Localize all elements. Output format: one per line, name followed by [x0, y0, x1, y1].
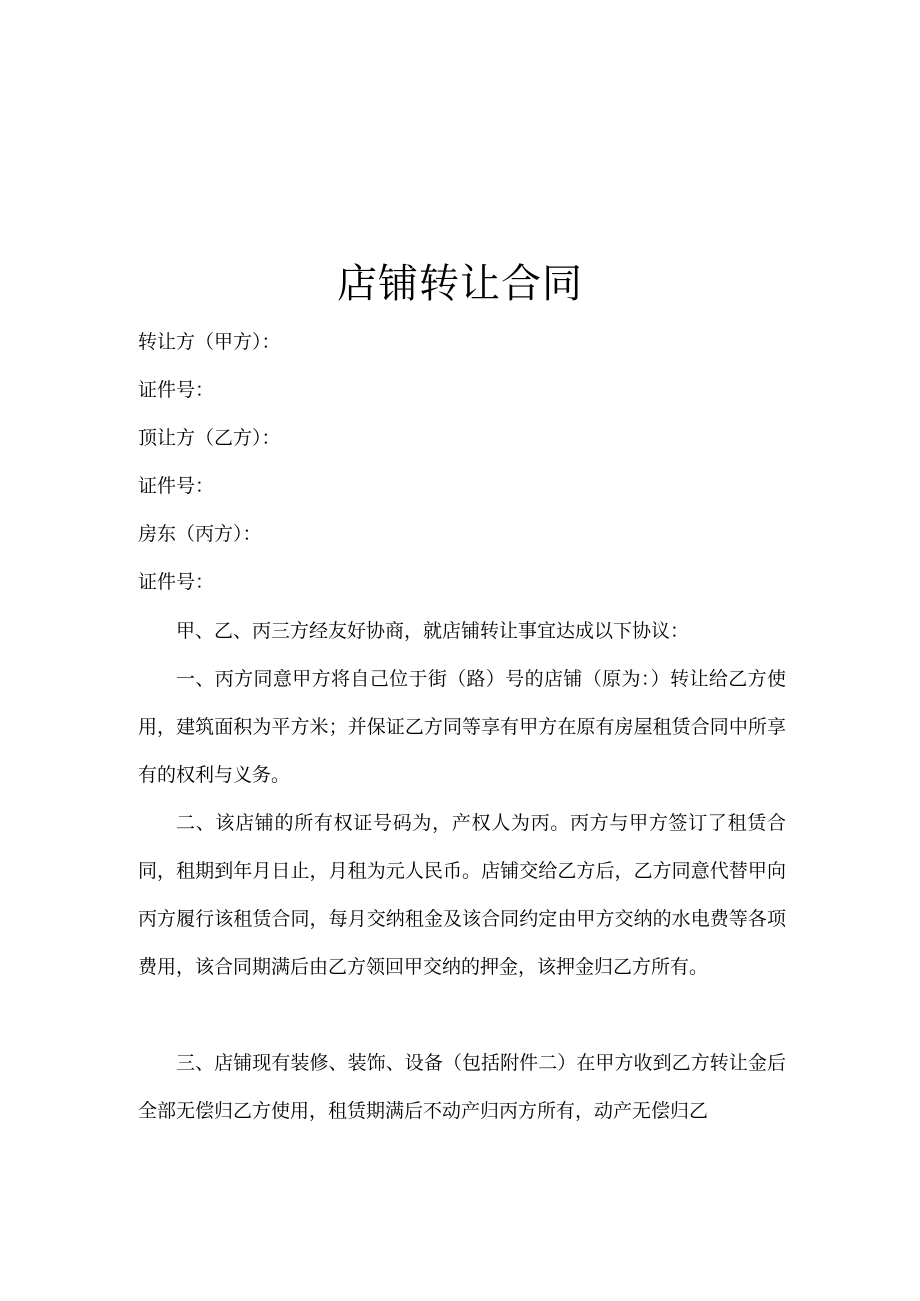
- landlord-label: 房东（丙方）：: [138, 523, 262, 545]
- document-title: 店铺转让合同: [337, 261, 583, 307]
- clause-1-paragraph: 一、丙方同意甲方将自己位于街（路）号的店铺（原为：）转让给乙方使用，建筑面积为平方米；并保证乙方同等享有甲方在原有房屋租赁合同中所享有的权利与义务。: [138, 668, 786, 786]
- clause-2-paragraph: 二、该店铺的所有权证号码为，产权人为丙。丙方与甲方签订了租赁合同，租期到年月日止，月租为元人民币。店铺交给乙方后，乙方同意代替甲向丙方履行该租赁合同，每月交纳租金及该合同约定由甲方交纳的水电费等各项费用，该合同期满后由乙方领回甲交纳的押金，该押金归乙方所有。: [138, 812, 786, 978]
- transferee-id-label: 证件号：: [138, 475, 215, 497]
- intro-paragraph: 甲、乙、丙三方经友好协商，就店铺转让事宜达成以下协议：: [176, 620, 690, 642]
- clause-3-paragraph: 三、店铺现有装修、装饰、设备（包括附件二）在甲方收到乙方转让金后全部无偿归乙方使用，租赁期满后不动产归丙方所有，动产无偿归乙: [138, 1052, 786, 1122]
- transferor-id-label: 证件号：: [138, 379, 215, 401]
- landlord-id-label: 证件号：: [138, 571, 215, 593]
- transferee-label: 顶让方（乙方）：: [138, 427, 281, 449]
- transferor-label: 转让方（甲方）：: [138, 331, 281, 353]
